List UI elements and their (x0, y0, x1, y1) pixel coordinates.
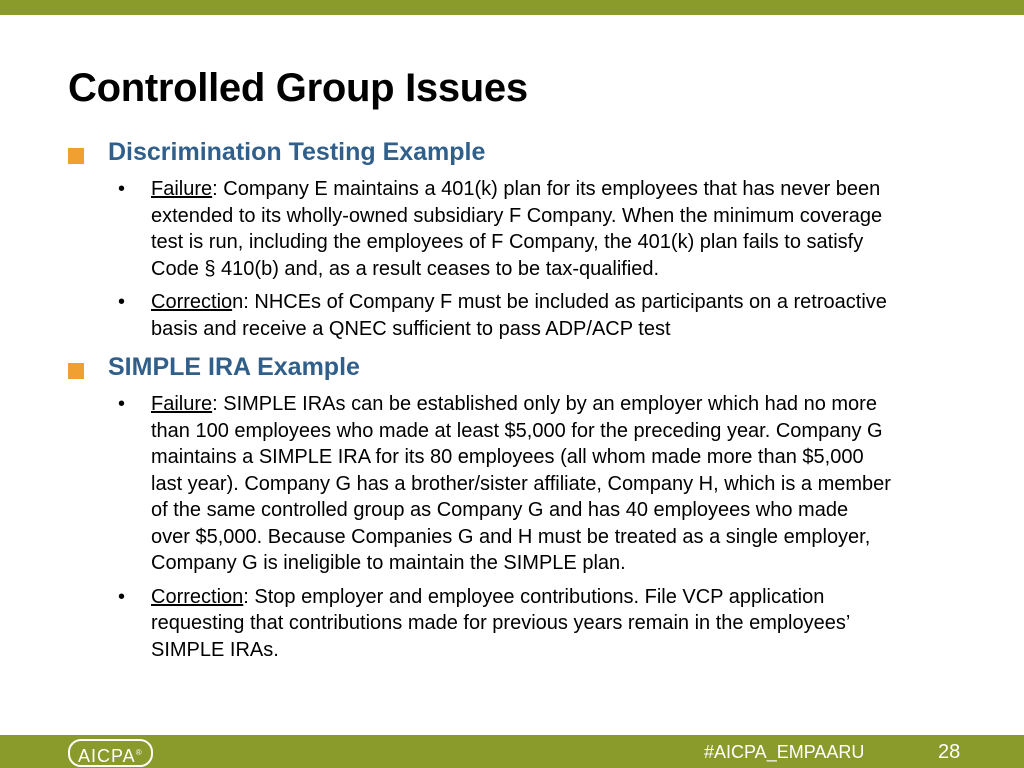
item-label: Correctio (151, 291, 233, 313)
bullet-icon: • (118, 393, 126, 415)
section-heading: SIMPLE IRA Example (108, 353, 360, 381)
page-number: 28 (938, 741, 961, 763)
bullet-icon: • (118, 178, 126, 200)
list-item (68, 584, 891, 664)
square-bullet-icon (68, 363, 84, 379)
item-label: Correction (151, 585, 244, 608)
bullet-icon: • (118, 291, 126, 313)
section-discrimination-testing (68, 138, 968, 342)
section-simple-ira (68, 353, 968, 663)
footer-bar (0, 735, 1024, 768)
slide-title: Controlled Group Issues (68, 66, 528, 110)
logo-text: AICPA (78, 746, 136, 766)
item-label: Failure (151, 178, 213, 200)
item-text: : SIMPLE IRAs can be established only by an employer which had no more than 100 employees who made at least $5,000 for the preceding year. Company G maintains a SIMPLE IRA for its 80 employees (all whom made more than $5,000 last year). Company G has a brother/sister affiliate, Company H, which is a member of the same controlled group as Company G and has 40 employees who made over $5,000. Because Companies G and H must be treated as a single employer, Company G is ineligible to maintain the SIMPLE plan. (151, 393, 891, 574)
footer-hashtag: #AICPA_EMPAARU (704, 742, 865, 762)
item-text: : NHCEs of Company F must be included as participants on a retroactive basis and receive a QNEC sufficient to pass ADP/ACP test (151, 291, 887, 340)
item-text: : Company E maintains a 401(k) plan for its employees that has never been extended to its wholly-owned subsidiary F Company. When the minimum coverage test is run, including the employees of F Company, the 401(k) plan fails to satisfy Code § 410(b) and, as a result ceases to be tax-qualified. (151, 178, 883, 280)
section-header (68, 353, 968, 383)
square-bullet-icon (68, 148, 84, 164)
item-label: Failure (151, 393, 213, 415)
registered-mark: ® (135, 748, 143, 757)
top-accent-bar (0, 0, 1024, 15)
aicpa-logo (68, 739, 153, 767)
bullet-icon: • (118, 585, 126, 608)
bullet-list (68, 176, 968, 342)
item-text: : Stop employer and employee contributions. File VCP application requesting that contributions made for previous years remain in the employees’ SIMPLE IRAs. (151, 585, 850, 661)
list-item (68, 289, 891, 342)
item-label-suffix: n (232, 291, 244, 313)
list-item (68, 391, 891, 577)
section-header (68, 138, 968, 168)
bullet-list (68, 391, 968, 663)
section-heading: Discrimination Testing Example (108, 138, 486, 166)
list-item (68, 176, 891, 282)
